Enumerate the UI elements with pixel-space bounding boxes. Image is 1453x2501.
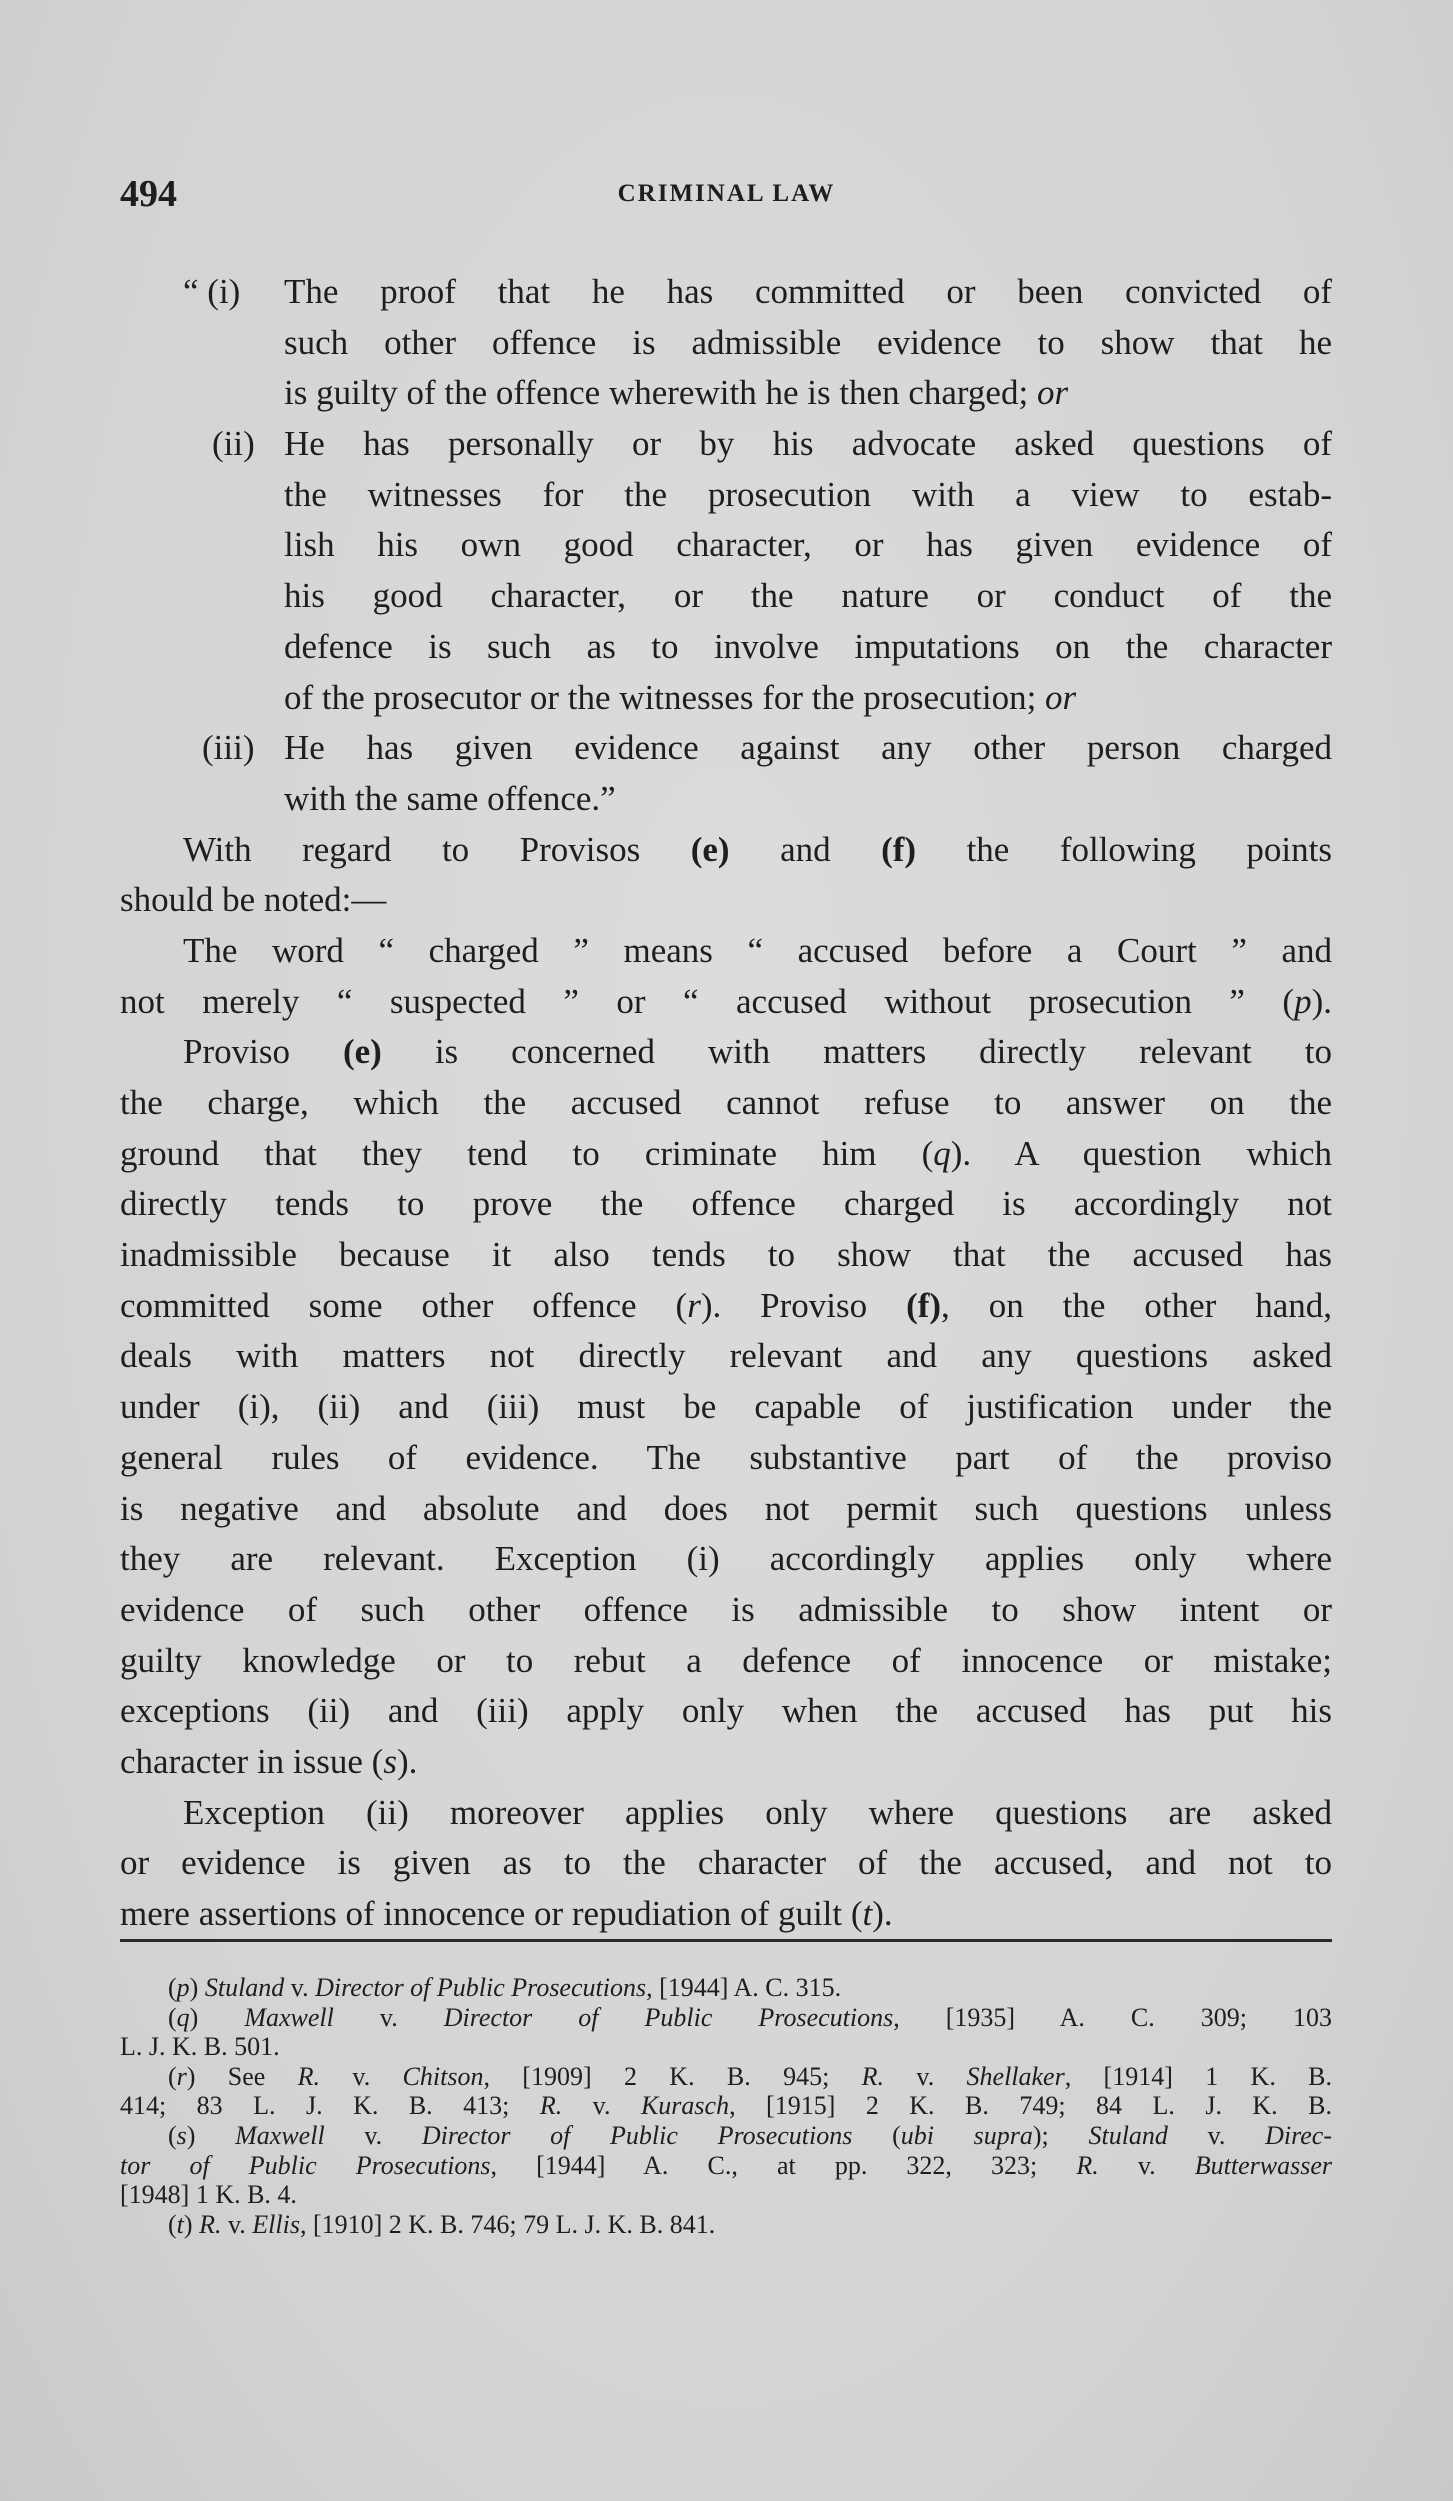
- line-text: [284, 723, 1332, 774]
- text-run: 414; 83 L. J. K. B. 413;: [120, 2091, 540, 2121]
- text-run: evidence of such other offence is admissible to show intent or: [120, 1589, 1332, 1629]
- line-text: [120, 1788, 1332, 1839]
- list-label: (iii): [202, 728, 255, 768]
- text-run: v.: [1167, 2120, 1266, 2150]
- bold-run: (e): [342, 1032, 382, 1072]
- body-line: [120, 1179, 1332, 1230]
- text-run: ): [186, 2120, 236, 2150]
- text-run: (: [168, 2120, 177, 2150]
- italic-run: q: [176, 2002, 190, 2032]
- line-text: [120, 2091, 1332, 2121]
- footnotes: [120, 1973, 1332, 2239]
- body-line: [120, 774, 1332, 825]
- italic-run: Stuland: [204, 1973, 285, 2002]
- line-text: [120, 1433, 1332, 1484]
- italic-run: R.: [1076, 2150, 1099, 2180]
- italic-run: Maxwell: [244, 2002, 334, 2032]
- text-run: , [1914] 1 K. B.: [1064, 2061, 1332, 2091]
- body-line: [120, 926, 1332, 977]
- text-run: guilty knowledge or to rebut a defence of innocence or mistake;: [120, 1640, 1332, 1680]
- footnote-rule: [120, 1939, 1332, 1942]
- footnote-line: [120, 2210, 1332, 2240]
- italic-run: Direc-: [1265, 2120, 1332, 2150]
- line-text: [120, 1027, 1332, 1078]
- italic-run: Maxwell: [235, 2120, 325, 2150]
- body-line: [120, 673, 1332, 724]
- italic-run: Kurasch: [640, 2091, 730, 2121]
- line-text: [120, 1179, 1332, 1230]
- body-line: [120, 318, 1332, 369]
- text-run: , [1944] A. C., at pp. 322, 323;: [490, 2150, 1077, 2180]
- text-run: (: [168, 2209, 177, 2239]
- line-text: [120, 1331, 1332, 1382]
- italic-run: t: [176, 2209, 184, 2239]
- line-text: [284, 622, 1332, 673]
- line-text: [284, 318, 1332, 369]
- text-run: ). A question which: [950, 1133, 1332, 1173]
- text-run: defence is such as to involve imputations on the character: [284, 626, 1332, 666]
- text-run: v.: [324, 2120, 422, 2150]
- text-run: mere assertions of innocence or repudiation of guilt (: [120, 1894, 863, 1933]
- footnote-line: [120, 2121, 1332, 2151]
- text-run: and: [729, 829, 882, 869]
- text-run: ). Proviso: [700, 1285, 907, 1325]
- text-run: (: [852, 2120, 901, 2150]
- footnote-line: [120, 1973, 1332, 2003]
- bold-run: (f): [906, 1285, 942, 1325]
- italic-run: r: [176, 2061, 187, 2091]
- text-run: lish his own good character, or has given evidence of: [284, 525, 1332, 565]
- italic-run: tor of Public Prosecutions: [120, 2150, 491, 2180]
- body-line: [120, 470, 1332, 521]
- text-run: Proviso: [183, 1032, 343, 1072]
- italic-run: R.: [861, 2061, 885, 2091]
- text-run: ): [189, 2002, 245, 2032]
- line-text: [284, 673, 1332, 724]
- line-text: [120, 1889, 1332, 1940]
- list-label: “ (i): [183, 272, 241, 311]
- italic-run: or: [1045, 677, 1077, 717]
- italic-run: Director of Public Prosecutions: [421, 2120, 853, 2150]
- body-line: [120, 1788, 1332, 1839]
- italic-run: p: [176, 1973, 190, 2002]
- text-run: v.: [320, 2061, 403, 2091]
- line-text: [120, 2032, 1332, 2062]
- text-run: The word “ charged ” means “ accused before a Court ” and: [183, 930, 1332, 970]
- body-line: [120, 1484, 1332, 1535]
- text-run: v.: [562, 2091, 641, 2121]
- italic-run: r: [687, 1285, 701, 1325]
- text-run: not merely “ suspected ” or “ accused without prosecution ” (: [120, 981, 1295, 1021]
- line-text: [120, 1129, 1332, 1180]
- body-line: [120, 1585, 1332, 1636]
- text-run: ).: [872, 1894, 893, 1933]
- text-run: , [1935] A. C. 309; 103: [893, 2002, 1332, 2032]
- text-run: character in issue (: [120, 1741, 384, 1781]
- line-text: [120, 1838, 1332, 1889]
- text-run: the charge, which the accused cannot refuse to answer on the: [120, 1083, 1332, 1122]
- text-run: , [1915] 2 K. B. 749; 84 L. J. K. B.: [729, 2091, 1332, 2121]
- text-run: under (i), (ii) and (iii) must be capable of justification under the: [120, 1387, 1332, 1427]
- text-run: such other offence is admissible evidence to show that he: [284, 322, 1332, 362]
- line-text: [284, 520, 1332, 571]
- body-line: [120, 267, 1332, 318]
- body-line: [120, 1737, 1332, 1788]
- line-text: [120, 2210, 1332, 2240]
- text-run: , [1910] 2 K. B. 746; 79 L. J. K. B. 841.: [299, 2209, 716, 2239]
- line-text: [120, 1484, 1332, 1535]
- text-run: they are relevant. Exception (i) accordingly applies only where: [120, 1539, 1332, 1579]
- italic-run: Butterwasser: [1194, 2150, 1332, 2180]
- text-run: the witnesses for the prosecution with a view to estab-: [284, 474, 1332, 514]
- body-line: [120, 368, 1332, 419]
- italic-run: Shellaker: [966, 2061, 1065, 2091]
- body-line: [120, 1686, 1332, 1737]
- text-run: [1948] 1 K. B. 4.: [120, 2180, 297, 2210]
- text-run: deals with matters not directly relevant and any questions asked: [120, 1336, 1332, 1376]
- body-line: [120, 571, 1332, 622]
- text-run: is guilty of the offence wherewith he is then charged;: [284, 373, 1037, 413]
- line-text: [120, 2121, 1332, 2151]
- text-run: v.: [1098, 2150, 1195, 2180]
- text-run: v.: [284, 1973, 316, 2002]
- body-line: [120, 1433, 1332, 1484]
- italic-run: Chitson: [402, 2061, 484, 2091]
- line-text: [120, 2180, 1332, 2210]
- text-run: , on the other hand,: [941, 1285, 1332, 1325]
- text-run: or evidence is given as to the character of the accused, and not to: [120, 1843, 1332, 1883]
- text-run: should be noted:—: [120, 880, 387, 920]
- line-text: [120, 1281, 1332, 1332]
- italic-run: Director of Public Prosecutions: [443, 2002, 894, 2032]
- line-text: [120, 1636, 1332, 1687]
- text-run: his good character, or the nature or conduct of the: [284, 576, 1332, 616]
- line-text: [120, 1585, 1332, 1636]
- line-text: [120, 926, 1332, 977]
- body-line: [120, 1636, 1332, 1687]
- body-line: [120, 1129, 1332, 1180]
- italic-run: Stuland: [1088, 2120, 1168, 2150]
- text-run: The proof that he has committed or been convicted of: [284, 272, 1332, 311]
- text-run: is negative and absolute and does not permit such questions unless: [120, 1488, 1332, 1528]
- line-text: [120, 2151, 1332, 2181]
- text-run: ).: [1311, 981, 1332, 1021]
- line-text: [120, 875, 1332, 926]
- line-text: [120, 2062, 1332, 2092]
- text-run: );: [1032, 2120, 1089, 2150]
- italic-run: ubi supra: [900, 2120, 1033, 2150]
- text-run: is concerned with matters directly relevant to: [381, 1032, 1332, 1072]
- text-run: , [1944] A. C. 315.: [646, 1973, 842, 2002]
- body-line: [120, 1889, 1332, 1940]
- line-text: [120, 825, 1332, 876]
- body-text: [120, 267, 1332, 1940]
- text-run: v.: [333, 2002, 444, 2032]
- italic-run: q: [933, 1133, 951, 1173]
- text-run: v.: [884, 2061, 967, 2091]
- line-text: [284, 368, 1332, 419]
- line-text: [120, 1534, 1332, 1585]
- text-run: exceptions (ii) and (iii) apply only when the accused has put his: [120, 1691, 1332, 1731]
- italic-run: t: [862, 1894, 873, 1933]
- running-title: CRIMINAL LAW: [617, 180, 836, 207]
- list-label: (ii): [212, 424, 255, 464]
- body-line: [120, 1534, 1332, 1585]
- text-run: ): [183, 2209, 200, 2239]
- line-text: [120, 1230, 1332, 1281]
- text-run: ): [189, 1973, 205, 2002]
- body-line: [120, 1027, 1332, 1078]
- body-line: [120, 875, 1332, 926]
- text-run: with the same offence.”: [284, 778, 616, 818]
- italic-run: R.: [199, 2209, 222, 2239]
- italic-run: s: [176, 2120, 187, 2150]
- text-run: of the prosecutor or the witnesses for the prosecution;: [284, 677, 1046, 717]
- line-text: [120, 1973, 1332, 2003]
- bold-run: (f): [881, 829, 917, 869]
- body-line: [120, 977, 1332, 1028]
- line-text: [284, 267, 1332, 318]
- footnote-line: [120, 2180, 1332, 2210]
- line-text: [120, 977, 1332, 1028]
- body-line: [120, 1281, 1332, 1332]
- body-line: [120, 1382, 1332, 1433]
- body-line: [120, 1331, 1332, 1382]
- text-run: Exception (ii) moreover applies only where questions are asked: [183, 1792, 1332, 1832]
- italic-run: R.: [297, 2061, 321, 2091]
- text-run: , [1909] 2 K. B. 945;: [483, 2061, 862, 2091]
- line-text: [284, 571, 1332, 622]
- footnote-line: [120, 2062, 1332, 2092]
- body-line: [120, 1078, 1332, 1129]
- text-run: ground that they tend to criminate him (: [120, 1133, 934, 1173]
- italic-run: or: [1036, 373, 1069, 413]
- italic-run: p: [1294, 981, 1312, 1021]
- line-text: [120, 1078, 1332, 1129]
- body-line: [120, 825, 1332, 876]
- text-run: (: [168, 2061, 177, 2091]
- text-run: (: [168, 2002, 177, 2032]
- bold-run: (e): [690, 829, 730, 869]
- line-text: [120, 1737, 1332, 1788]
- text-run: L. J. K. B. 501.: [120, 2032, 280, 2062]
- italic-run: R.: [539, 2091, 563, 2121]
- body-line: [120, 723, 1332, 774]
- italic-run: Director of Public Prosecutions: [315, 1973, 647, 2002]
- text-run: the following points: [916, 829, 1332, 869]
- body-line: [120, 520, 1332, 571]
- line-text: [284, 470, 1332, 521]
- text-run: general rules of evidence. The substantive part of the proviso: [120, 1437, 1332, 1477]
- page-number: 494: [120, 173, 177, 215]
- text-run: With regard to Provisos: [183, 829, 691, 869]
- text-run: (: [168, 1973, 177, 2002]
- body-line: [120, 419, 1332, 470]
- line-text: [120, 2003, 1332, 2033]
- text-run: ).: [396, 1741, 418, 1781]
- line-text: [284, 774, 1332, 825]
- footnote-line: [120, 2091, 1332, 2121]
- body-line: [120, 1838, 1332, 1889]
- text-run: directly tends to prove the offence charged is accordingly not: [120, 1184, 1332, 1224]
- italic-run: Ellis: [252, 2209, 300, 2239]
- text-run: v.: [221, 2209, 253, 2239]
- line-text: [120, 1382, 1332, 1433]
- line-text: [120, 1686, 1332, 1737]
- text-run: ) See: [186, 2061, 298, 2091]
- body-line: [120, 1230, 1332, 1281]
- italic-run: s: [383, 1741, 397, 1781]
- text-run: He has personally or by his advocate asked questions of: [284, 424, 1332, 464]
- footnote-line: [120, 2151, 1332, 2181]
- text-run: inadmissible because it also tends to show that the accused has: [120, 1235, 1332, 1275]
- body-line: [120, 622, 1332, 673]
- footnote-line: [120, 2032, 1332, 2062]
- text-run: committed some other offence (: [120, 1285, 688, 1325]
- line-text: [284, 419, 1332, 470]
- footnote-line: [120, 2003, 1332, 2033]
- text-run: He has given evidence against any other person charged: [284, 728, 1332, 768]
